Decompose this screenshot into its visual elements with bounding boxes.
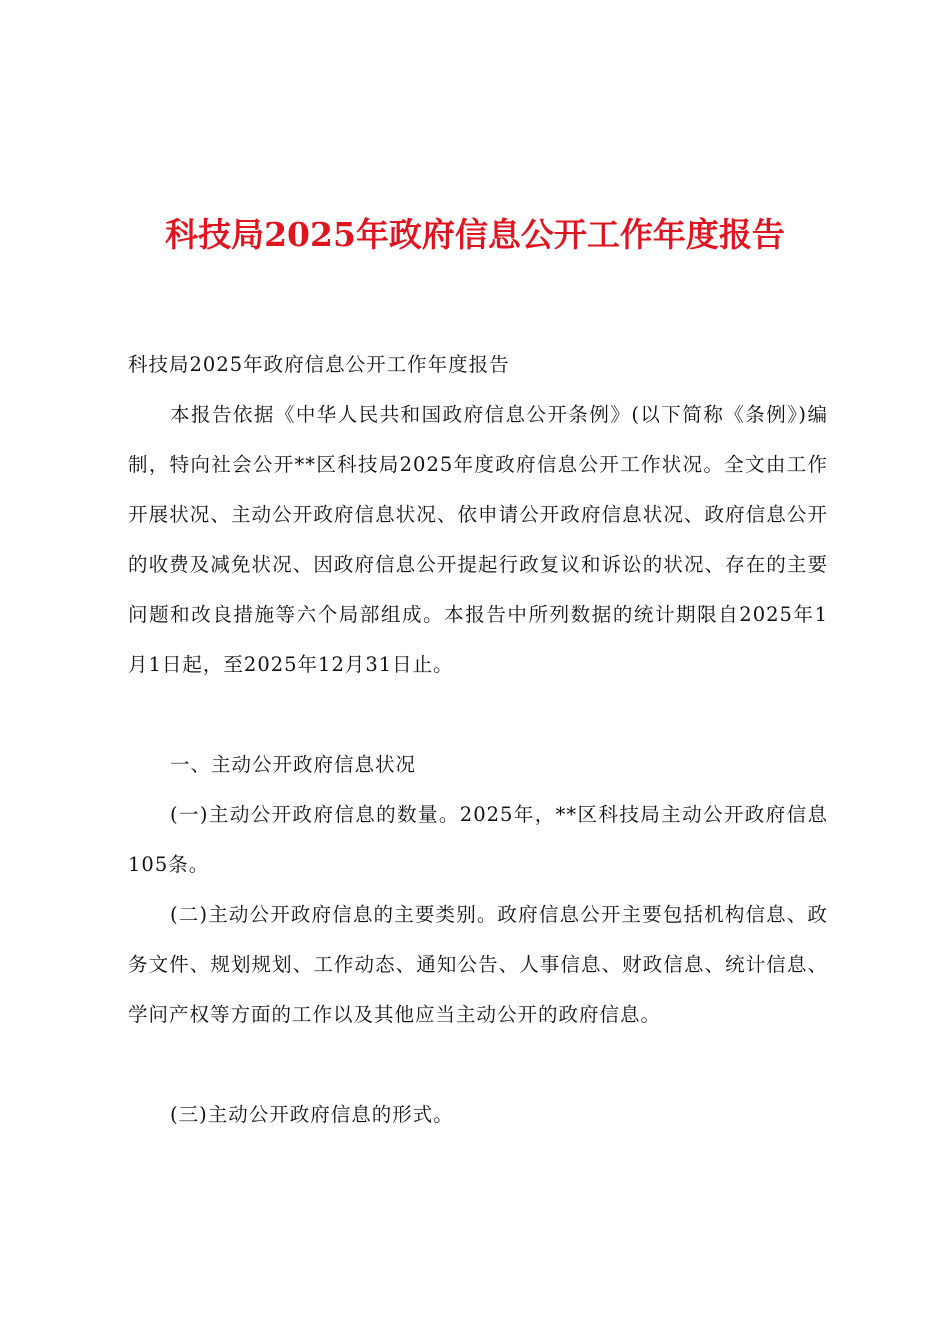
document-subtitle: 科技局2025年政府信息公开工作年度报告 (128, 353, 510, 376)
section-item-quantity: (一)主动公开政府信息的数量。2025年，**区科技局主动公开政府信息105条。 (128, 803, 828, 876)
section-item-form: (三)主动公开政府信息的形式。 (170, 1103, 454, 1126)
section-item-categories: (二)主动公开政府信息的主要类别。政府信息公开主要包括机构信息、政务文件、规划规划、工作动态、通知公告、人事信息、财政信息、统计信息、学问产权等方面的工作以及其他应当主动公开的政府信息。 (128, 903, 828, 1026)
document-title: 科技局2025年政府信息公开工作年度报告 (165, 215, 785, 254)
section-heading: 一、主动公开政府信息状况 (170, 753, 417, 776)
intro-paragraph: 本报告依据《中华人民共和国政府信息公开条例》(以下简称《条例》)编制，特向社会公开**区科技局2025年度政府信息公开工作状况。全文由工作开展状况、主动公开政府信息状况、依申请公开政府信息状况、政府信息公开的收费及减免状况、因政府信息公开提起行政复议和诉讼的状况、存在的主要问题和改良措施等六个局部组成。本报告中所列数据的统计期限自2025年1月1日起，至2025年12月31日止。 (128, 403, 828, 676)
